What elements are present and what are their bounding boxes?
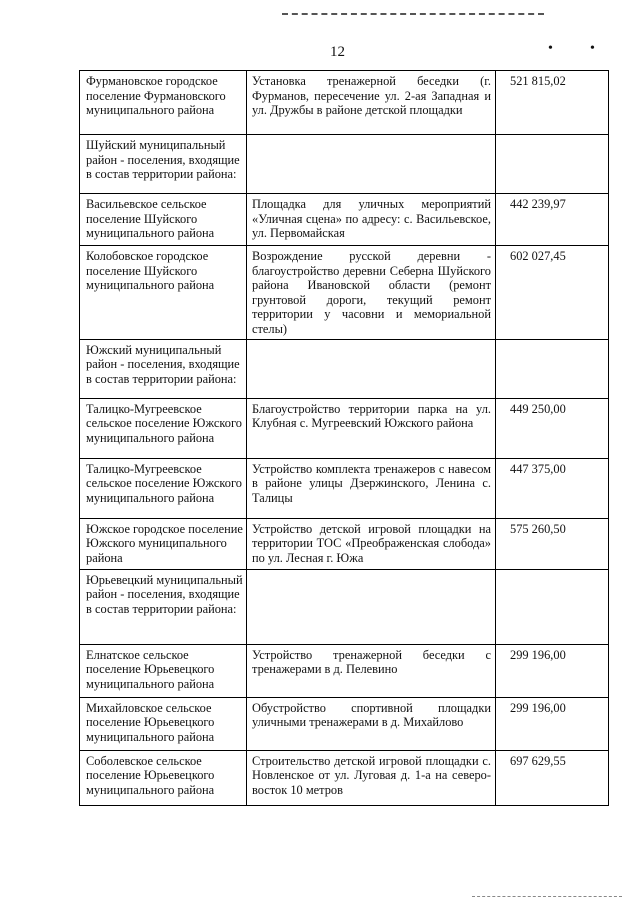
table-row — [80, 518, 609, 569]
place-cell: Елнатское сельское поселение Юрьевецкого муниципального района — [80, 644, 247, 697]
description-cell: Устройство тренажерной беседки с тренажерами в д. Пелевино — [247, 644, 496, 697]
amount-cell: 442 239,97 — [496, 194, 609, 246]
description-cell: Устройство комплекта тренажеров с навесом в районе улицы Дзержинского, Ленина с. Талицы — [247, 458, 496, 518]
funding-table — [79, 70, 609, 806]
table-row — [80, 458, 609, 518]
scan-artifact-line — [282, 13, 544, 15]
table-row — [80, 750, 609, 805]
description-cell: Строительство детской игровой площадки с. Новленское от ул. Луговая д. 1-а на северо-восток 10 метров — [247, 750, 496, 805]
table-row — [80, 71, 609, 135]
amount-cell: 575 260,50 — [496, 518, 609, 569]
amount-cell: 449 250,00 — [496, 398, 609, 458]
place-cell: Михайловское сельское поселение Юрьевецкого муниципального района — [80, 697, 247, 750]
description-cell: Обустройство спортивной площадки уличными тренажерами в д. Михайлово — [247, 697, 496, 750]
scan-artifact-line — [472, 896, 622, 897]
place-cell: Талицко-Мугреевское сельское поселение Южского муниципального района — [80, 398, 247, 458]
amount-cell: 299 196,00 — [496, 697, 609, 750]
description-cell: Площадка для уличных мероприятий «Уличная сцена» по адресу: с. Васильевское, ул. Первомайская — [247, 194, 496, 246]
amount-cell: 447 375,00 — [496, 458, 609, 518]
description-cell — [247, 135, 496, 194]
amount-cell — [496, 569, 609, 644]
place-cell: Соболевское сельское поселение Юрьевецкого муниципального района — [80, 750, 247, 805]
table-row — [80, 569, 609, 644]
page-number: 12 — [330, 44, 345, 60]
description-cell — [247, 339, 496, 398]
description-cell: Благоустройство территории парка на ул. Клубная с. Мугреевский Южского района — [247, 398, 496, 458]
scan-dot: • — [590, 41, 595, 56]
place-cell: Колобовское городское поселение Шуйского муниципального района — [80, 246, 247, 340]
place-cell: Шуйский муниципальный район - поселения, входящие в состав территории района: — [80, 135, 247, 194]
description-cell: Установка тренажерной беседки (г. Фурманов, пересечение ул. 2-ая Западная и ул. Дружбы в районе детской площадки — [247, 71, 496, 135]
amount-cell: 602 027,45 — [496, 246, 609, 340]
scan-dot: • — [548, 41, 553, 56]
place-cell: Южское городское поселение Южского муниципального района — [80, 518, 247, 569]
table-row — [80, 135, 609, 194]
amount-cell — [496, 339, 609, 398]
table-row — [80, 697, 609, 750]
description-cell: Устройство детской игровой площадки на территории ТОС «Преображенская слобода» по ул. Лесная г. Южа — [247, 518, 496, 569]
place-cell: Талицко-Мугреевское сельское поселение Южского муниципального района — [80, 458, 247, 518]
amount-cell: 521 815,02 — [496, 71, 609, 135]
table-row — [80, 398, 609, 458]
place-cell: Васильевское сельское поселение Шуйского муниципального района — [80, 194, 247, 246]
amount-cell — [496, 135, 609, 194]
table-row — [80, 194, 609, 246]
amount-cell: 697 629,55 — [496, 750, 609, 805]
place-cell: Южский муниципальный район - поселения, входящие в состав территории района: — [80, 339, 247, 398]
table-row — [80, 339, 609, 398]
amount-cell: 299 196,00 — [496, 644, 609, 697]
place-cell: Фурмановское городское поселение Фурмановского муниципального района — [80, 71, 247, 135]
table-row — [80, 246, 609, 340]
description-cell — [247, 569, 496, 644]
table-row — [80, 644, 609, 697]
description-cell: Возрождение русской деревни - благоустройство деревни Себерна Шуйского района Ивановской области (ремонт грунтовой дороги, текущий ремонт территории у часовни и мемориальной стелы) — [247, 246, 496, 340]
place-cell: Юрьевецкий муниципальный район - поселения, входящие в состав территории района: — [80, 569, 247, 644]
